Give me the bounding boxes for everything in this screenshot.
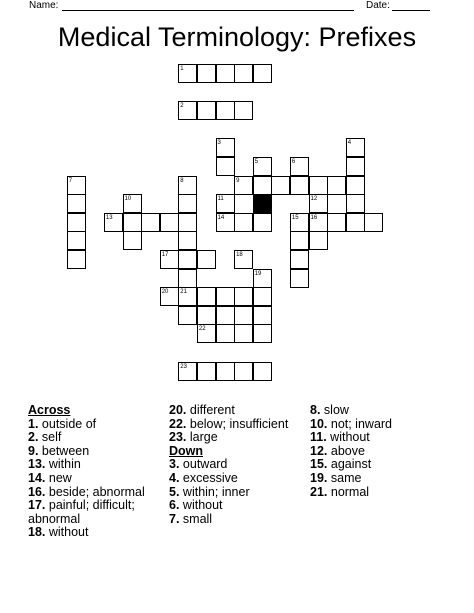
clue-number: 19. <box>310 470 328 485</box>
grid-cell[interactable] <box>309 194 328 213</box>
clue-number: 4 <box>347 140 352 147</box>
clue-number: 10 <box>124 196 132 203</box>
page-title: Medical Terminology: Prefixes <box>57 22 417 52</box>
across-clue <box>28 445 168 459</box>
grid-cell[interactable] <box>197 101 216 120</box>
clue-number: 23. <box>169 430 187 445</box>
down-clue <box>310 404 450 418</box>
grid-cell[interactable] <box>67 231 86 250</box>
grid-cell[interactable] <box>346 138 365 157</box>
across-clue <box>28 418 168 432</box>
grid-cell[interactable] <box>67 176 86 195</box>
grid-cell[interactable] <box>234 306 253 325</box>
clue-number: 5 <box>254 159 259 165</box>
grid-cell[interactable] <box>290 231 309 250</box>
grid-cell[interactable] <box>216 138 235 157</box>
clue-text: excessive <box>179 470 238 485</box>
grid-cell[interactable] <box>197 324 216 343</box>
clue-text: below; insufficient <box>186 416 289 431</box>
grid-cell[interactable] <box>178 64 197 83</box>
grid-cell[interactable] <box>234 64 253 83</box>
clue-number: 3. <box>169 457 180 472</box>
down-clue <box>310 458 450 472</box>
down-clue <box>310 486 450 500</box>
grid-cell[interactable] <box>253 324 272 343</box>
grid-cell[interactable] <box>327 176 346 195</box>
across-clue <box>28 486 168 500</box>
grid-cell[interactable] <box>197 287 216 306</box>
clue-text: within; inner <box>179 484 250 499</box>
clue-text: without <box>326 430 370 445</box>
down-clue <box>169 458 304 472</box>
clue-number: 16 <box>310 214 318 221</box>
clue-number: 20 <box>161 289 169 296</box>
grid-cell[interactable] <box>234 287 253 306</box>
clue-number: 10. <box>310 416 328 431</box>
grid-cell[interactable] <box>160 287 179 306</box>
grid-cell[interactable] <box>216 287 235 306</box>
across-clue <box>28 472 168 486</box>
clue-text: painful; difficult; abnormal <box>28 498 135 526</box>
clue-text: between <box>38 443 90 458</box>
clue-number: 15. <box>310 457 328 472</box>
down-clue <box>169 472 304 486</box>
clue-number: 11 <box>217 196 224 203</box>
clue-number: 14 <box>217 214 225 221</box>
grid-cell[interactable] <box>290 213 309 232</box>
clue-number: 20. <box>169 403 187 417</box>
clue-text: outward <box>179 457 228 472</box>
clue-number: 12 <box>310 196 318 203</box>
clue-number: 2. <box>28 430 39 445</box>
clue-number: 4. <box>169 470 180 485</box>
grid-cell[interactable] <box>178 250 197 269</box>
clue-number: 2 <box>180 103 184 110</box>
across-clue <box>28 431 168 445</box>
grid-cell[interactable] <box>160 250 179 269</box>
clue-number: 16. <box>28 484 46 499</box>
grid-cell[interactable] <box>67 213 86 232</box>
clue-number: 5. <box>169 484 180 499</box>
clue-text: outside of <box>38 416 97 431</box>
clue-number: 21. <box>310 484 328 499</box>
down-clue <box>169 486 304 500</box>
clues-column-3 <box>310 404 450 499</box>
grid-cell[interactable] <box>290 176 309 195</box>
grid-cell[interactable] <box>253 287 272 306</box>
across-clue <box>28 526 168 540</box>
grid-cell[interactable] <box>253 306 272 325</box>
grid-cell[interactable] <box>234 324 253 343</box>
grid-cell[interactable] <box>216 306 235 325</box>
grid-cell[interactable] <box>253 269 272 288</box>
across-heading: Across <box>28 403 71 417</box>
clue-text: above <box>327 443 365 458</box>
down-heading: Down <box>169 443 204 458</box>
grid-cell[interactable] <box>216 324 235 343</box>
clue-number: 22. <box>169 416 187 431</box>
clue-number: 8 <box>180 177 184 184</box>
clues-column-1 <box>28 404 168 540</box>
down-clue <box>310 418 450 432</box>
grid-cell[interactable] <box>234 362 253 381</box>
grid-cell[interactable] <box>160 213 179 232</box>
grid-cell[interactable] <box>123 231 142 250</box>
grid-cell[interactable] <box>216 157 235 176</box>
grid-cell[interactable] <box>123 213 142 232</box>
clue-number: 1 <box>180 66 184 72</box>
clue-number: 22 <box>198 326 206 333</box>
grid-cell[interactable] <box>309 213 328 232</box>
clue-number: 11. <box>310 430 327 445</box>
grid-cell[interactable] <box>178 176 197 195</box>
down-clue <box>310 472 450 486</box>
grid-cell[interactable] <box>67 194 86 213</box>
grid-cell[interactable] <box>234 213 253 232</box>
grid-cell[interactable] <box>178 213 197 232</box>
grid-cell[interactable] <box>234 176 253 195</box>
clue-text: not; inward <box>327 416 393 431</box>
grid-cell[interactable] <box>178 362 197 381</box>
clue-text: small <box>179 511 213 526</box>
grid-cell[interactable] <box>197 250 216 269</box>
grid-cell[interactable] <box>253 64 272 83</box>
across-clue <box>28 499 168 526</box>
clue-number: 8. <box>310 403 321 417</box>
grid-cell[interactable] <box>216 101 235 120</box>
clue-number: 7 <box>68 177 73 184</box>
grid-cell[interactable] <box>178 194 197 213</box>
clue-number: 19 <box>254 270 262 277</box>
grid-cell[interactable] <box>346 194 365 213</box>
grid-cell[interactable] <box>178 231 197 250</box>
clue-text: same <box>327 470 362 485</box>
grid-cell[interactable] <box>216 194 235 213</box>
grid-cell[interactable] <box>216 213 235 232</box>
grid-cell[interactable] <box>290 269 309 288</box>
grid-cell[interactable] <box>290 250 309 269</box>
clue-number: 9 <box>236 177 240 184</box>
grid-cell[interactable] <box>346 213 365 232</box>
grid-cell[interactable] <box>104 213 123 232</box>
clue-number: 13 <box>105 214 113 221</box>
across-clue <box>169 404 304 418</box>
grid-cell[interactable] <box>327 213 346 232</box>
clue-number: 18 <box>236 252 243 258</box>
clue-number: 14. <box>28 470 46 485</box>
clue-text: within <box>45 457 81 472</box>
grid-cell[interactable] <box>178 269 197 288</box>
clue-number: 9. <box>28 443 39 458</box>
clue-text: without <box>179 498 223 513</box>
grid-cell[interactable] <box>253 213 272 232</box>
grid-cell[interactable] <box>123 194 142 213</box>
grid-cell[interactable] <box>234 101 253 120</box>
grid-cell[interactable] <box>290 157 309 176</box>
clue-number: 21 <box>180 289 187 296</box>
grid-cell[interactable] <box>234 250 253 269</box>
across-clue <box>28 458 168 472</box>
grid-cell[interactable] <box>271 176 290 195</box>
grid-cell[interactable] <box>178 101 197 120</box>
grid-cell[interactable] <box>216 64 235 83</box>
grid-cell[interactable] <box>346 176 365 195</box>
clue-text: beside; abnormal <box>45 484 145 499</box>
grid-cell[interactable] <box>197 362 216 381</box>
clue-text: normal <box>327 484 370 499</box>
down-clue <box>169 513 304 527</box>
grid-cell[interactable] <box>216 362 235 381</box>
grid-cell[interactable] <box>309 231 328 250</box>
grid-cell[interactable] <box>178 287 197 306</box>
clue-number: 6. <box>169 498 180 513</box>
clue-text: without <box>45 525 89 540</box>
clue-number: 3 <box>217 140 221 147</box>
clues-column-2 <box>169 404 304 526</box>
grid-cell[interactable] <box>197 306 216 325</box>
grid-cell[interactable] <box>253 362 272 381</box>
grid-cell[interactable] <box>67 250 86 269</box>
clue-number: 6 <box>291 159 296 165</box>
grid-cell[interactable] <box>253 176 272 195</box>
clue-number: 23 <box>180 363 187 370</box>
down-clue <box>310 445 450 459</box>
clue-text: different <box>186 403 235 417</box>
black-cell <box>253 194 272 213</box>
clue-text: self <box>38 430 62 445</box>
across-clue <box>169 431 304 445</box>
down-clue <box>310 431 450 445</box>
grid-cell[interactable] <box>253 157 272 176</box>
clue-number: 17. <box>28 498 46 513</box>
clue-number: 12. <box>310 443 328 458</box>
down-clue <box>169 499 304 513</box>
clue-number: 13. <box>28 457 46 472</box>
name-label: Name: <box>29 0 59 11</box>
clue-text: large <box>186 430 218 445</box>
clue-text: slow <box>320 403 349 417</box>
clue-number: 17 <box>161 252 169 258</box>
across-clue <box>169 418 304 432</box>
grid-cell[interactable] <box>346 157 365 176</box>
clue-number: 1. <box>28 416 39 431</box>
clue-text: new <box>45 470 72 485</box>
grid-cell[interactable] <box>364 213 383 232</box>
grid-cell[interactable] <box>178 306 197 325</box>
date-label: Date: <box>366 0 390 11</box>
grid-cell[interactable] <box>309 176 328 195</box>
clue-number: 18. <box>28 525 46 540</box>
grid-cell[interactable] <box>141 213 160 232</box>
grid-cell[interactable] <box>197 64 216 83</box>
clue-number: 15 <box>291 214 299 221</box>
clue-text: against <box>327 457 372 472</box>
clue-number: 7. <box>169 511 180 526</box>
